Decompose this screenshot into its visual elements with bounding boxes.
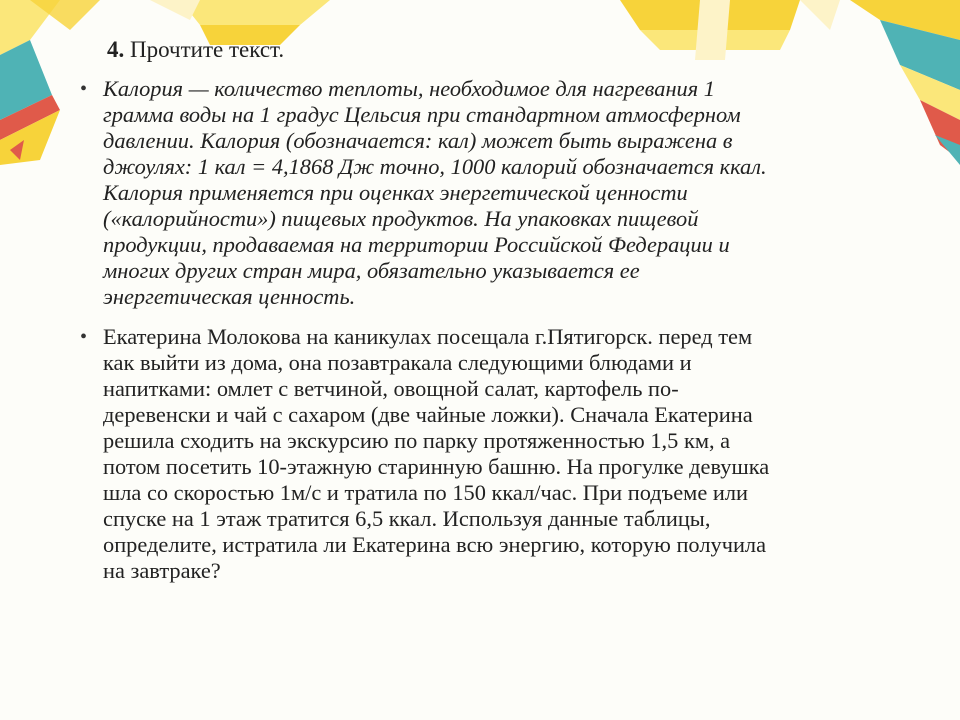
text-line: напитками: омлет с ветчиной, овощной салат, картофель по- bbox=[103, 376, 679, 401]
bullet-icon: • bbox=[80, 78, 88, 100]
text-line: потом посетить 10-этажную старинную башню. На прогулке девушка bbox=[103, 454, 770, 479]
text-line: решила сходить на экскурсию по парку протяженностью 1,5 км, а bbox=[103, 428, 731, 453]
book-stack-center-right-icon bbox=[620, 0, 840, 60]
text-line: джоулях: 1 кал = 4,1868 Дж точно, 1000 калорий обозначается ккал. bbox=[103, 154, 767, 179]
text-line: грамма воды на 1 градус Цельсия при стандартном атмосферном bbox=[103, 102, 741, 127]
text-line: энергетическая ценность. bbox=[103, 284, 356, 309]
text-line: определите, истратила ли Екатерина всю энергию, которую получила bbox=[103, 532, 767, 557]
bullet-icon: • bbox=[80, 326, 88, 348]
bullet-list bbox=[80, 76, 910, 598]
text-line: многих других стран мира, обязательно указывается ее bbox=[103, 258, 640, 283]
task-number: 4. bbox=[107, 37, 125, 62]
task-title-text: Прочтите текст. bbox=[130, 37, 285, 62]
text-line: продукции, продаваемая на территории Российской Федерации и bbox=[103, 232, 730, 257]
text-line: («калорийности») пищевых продуктов. На упаковках пищевой bbox=[103, 206, 699, 231]
text-line: деревенски и чай с сахаром (две чайные ложки). Сначала Екатерина bbox=[103, 402, 753, 427]
text-line: давлении. Калория (обозначается: кал) может быть выражена в bbox=[103, 128, 733, 153]
text-line: Екатерина Молокова на каникулах посещала г.Пятигорск. перед тем bbox=[103, 324, 753, 349]
text-line: на завтраке? bbox=[103, 558, 221, 583]
bullet-item-calorie-definition bbox=[80, 76, 910, 310]
text-line: Калория применяется при оценках энергетической ценности bbox=[103, 180, 688, 205]
task-title bbox=[107, 37, 284, 63]
text-line: как выйти из дома, она позавтракала следующими блюдами и bbox=[103, 350, 692, 375]
bullet-item-task-problem bbox=[80, 324, 910, 584]
paragraph-task-problem bbox=[103, 324, 903, 584]
text-line: спуске на 1 этаж тратится 6,5 ккал. Используя данные таблицы, bbox=[103, 506, 711, 531]
paragraph-calorie-definition bbox=[103, 76, 903, 310]
text-line: шла со скоростью 1м/с и тратила по 150 ккал/час. При подъеме или bbox=[103, 480, 749, 505]
text-line: Калория — количество теплоты, необходимое для нагревания 1 bbox=[103, 76, 715, 101]
